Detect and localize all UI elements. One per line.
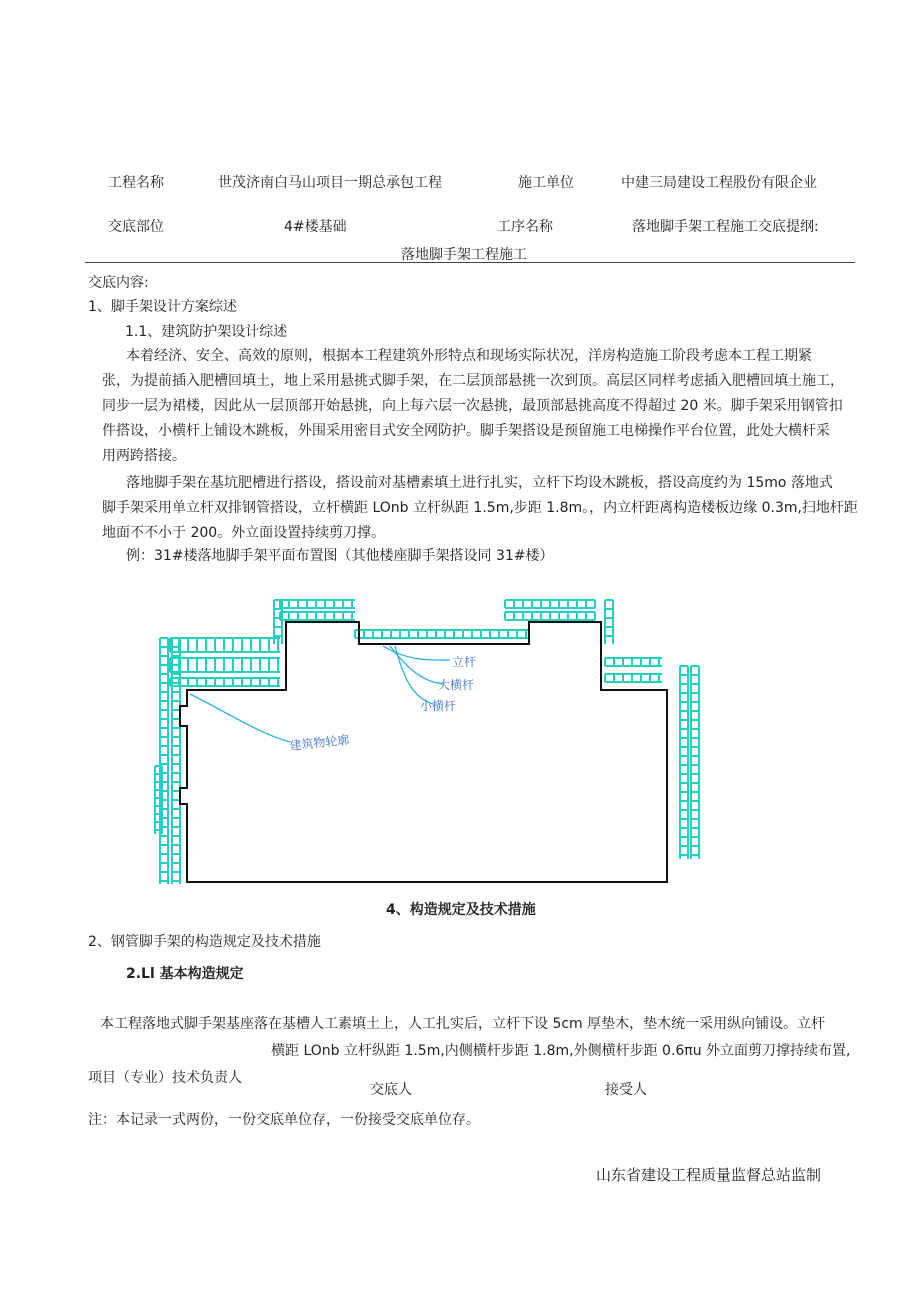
process-label: 工序名称	[497, 219, 553, 235]
label-big-bar: 大横杆	[438, 678, 475, 692]
contractor-label: 施工单位	[518, 175, 574, 191]
building-outline	[180, 622, 667, 882]
scaffold-grid	[155, 600, 699, 884]
para3-line2: 横距 LOnb 立杆纵距 1.5m,内侧横杆步距 1.8m,外侧横杆步距 0.6πu 外立面剪刀撑持续布置,	[271, 1043, 851, 1059]
para1-line5: 用两跨搭接。	[102, 448, 186, 464]
process-value-line1: 落地脚手架工程施工交底提纲:	[632, 219, 819, 235]
para3-line1: 本工程落地式脚手架基座落在基槽人工素填土上，人工扎实后，立杆下设 5cm 厚垫木，垫木统一采用纵向铺设。立杆	[100, 1016, 826, 1032]
section1-title: 1、脚手架设计方案综述	[88, 299, 237, 315]
location-label: 交底部位	[108, 219, 164, 235]
leader-outline	[190, 694, 290, 742]
leader-big-bar	[390, 646, 443, 684]
receiver-label: 接受人	[605, 1082, 647, 1098]
header-divider	[85, 262, 855, 263]
para1-line4: 件搭设，小横杆上铺设木跳板，外围采用密目式安全网防护。脚手架搭设是预留施工电梯操作平台位置，此处大横杆采	[102, 423, 830, 439]
tech-lead-label: 项目（专业）技术负责人	[88, 1070, 242, 1086]
figure-caption: 4、构造规定及技术措施	[386, 902, 536, 918]
contractor-value: 中建三局建设工程股份有限企业	[621, 175, 817, 191]
leader-pole	[383, 646, 450, 660]
label-small-bar: 小横杆	[420, 699, 457, 713]
para2-line1: 落地脚手架在基坑肥槽进行搭设，搭设前对基槽素填土进行扎实，立杆下均设木跳板，搭设高度约为 15mo 落地式	[126, 475, 833, 491]
label-pole: 立杆	[452, 655, 477, 669]
project-name-value: 世茂济南白马山项目一期总承包工程	[218, 175, 442, 191]
para1-line1: 本着经济、安全、高效的原则，根据本工程建筑外形特点和现场实际状况，洋房构造施工阶段考虑本工程工期紧	[126, 348, 812, 364]
discloser-label: 交底人	[370, 1082, 412, 1098]
para2-line3: 地面不不小于 200。外立面设置持续剪刀撑。	[102, 525, 386, 541]
example-caption: 例：31#楼落地脚手架平面布置图（其他楼座脚手架搭设同 31#楼）	[126, 548, 554, 564]
section1-1-title: 1.1、建筑防护架设计综述	[125, 324, 288, 340]
intro-label: 交底内容:	[88, 275, 149, 291]
label-building-outline: 建筑物轮廓	[288, 732, 351, 753]
location-value: 4#楼基础	[284, 219, 347, 235]
scaffold-plan-diagram	[150, 594, 710, 890]
section2-1-title: 2.Ll 基本构造规定	[126, 966, 244, 982]
issuer: 山东省建设工程质量监督总站监制	[596, 1166, 822, 1184]
para1-line3: 同步一层为裙楼，因此从一层顶部开始悬挑，向上每六层一次悬挑，最顶部悬挑高度不得超过 20 米。脚手架采用钢管扣	[102, 398, 843, 414]
para1-line2: 张，为提前插入肥槽回填土，地上采用悬挑式脚手架，在二层顶部悬挑一次到顶。高层区同样考虑插入肥槽回填土施工，	[102, 373, 844, 389]
process-value-line2: 落地脚手架工程施工	[401, 247, 527, 263]
leader-lines	[190, 646, 450, 742]
para2-line2: 脚手架采用单立杆双排钢管搭设，立杆横距 LOnb 立杆纵距 1.5m,步距 1.8m。，内立杆距离构造楼板边缘 0.3m,扫地杆距	[102, 500, 858, 516]
footer-note: 注：本记录一式两份，一份交底单位存，一份接受交底单位存。	[88, 1112, 480, 1128]
project-name-label: 工程名称	[108, 175, 164, 191]
section2-title: 2、钢管脚手架的构造规定及技术措施	[88, 934, 321, 950]
